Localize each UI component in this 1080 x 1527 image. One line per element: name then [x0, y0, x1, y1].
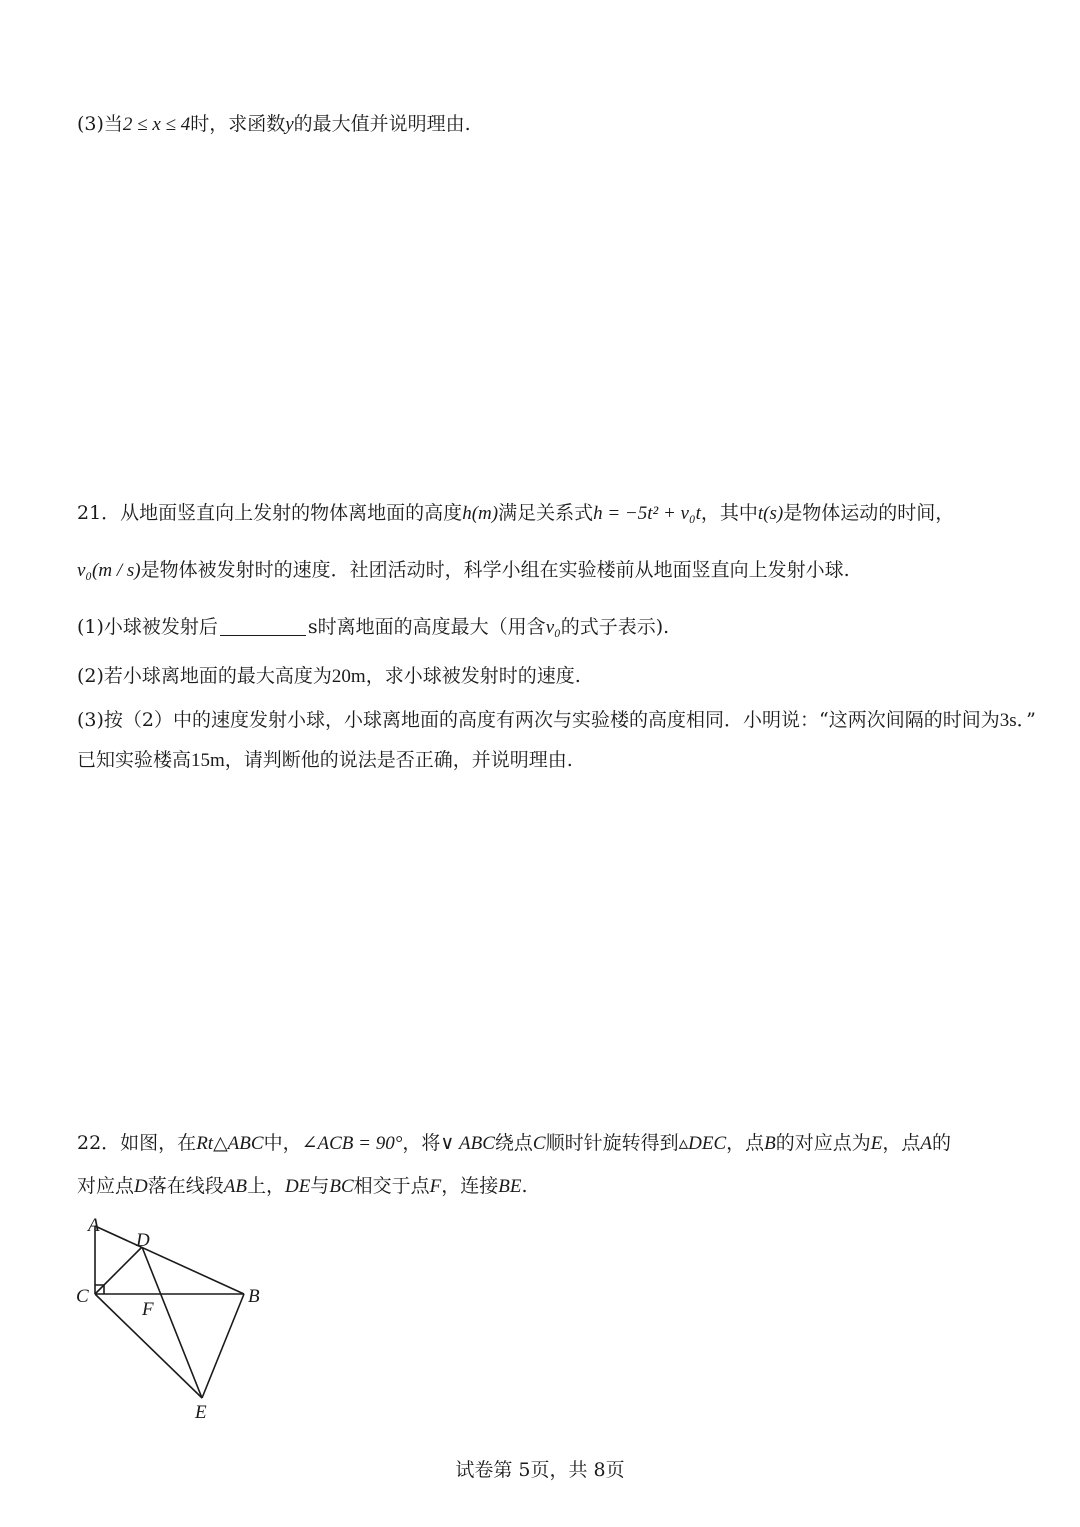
q21-part3-quote-end: ．” [1016, 709, 1036, 731]
page-footer: 试卷第 5页，共 8页 [455, 1459, 625, 1481]
q22-angle: ∠ACB = 90° [301, 1133, 403, 1154]
answer-blank[interactable] [220, 617, 306, 636]
q22-point-b: B [764, 1133, 776, 1154]
q22-segment-de: DE [285, 1176, 311, 1197]
q22-f: ，点 [726, 1132, 765, 1154]
q21-stem-line2 [77, 561, 850, 580]
q22-d: 绕点 [494, 1132, 533, 1154]
q22-point-a: A [920, 1133, 933, 1154]
q21-stem-b: 满足关系式 [498, 502, 594, 524]
q21-part3-line2 [77, 751, 573, 770]
q21-height-unit: h(m) [462, 503, 499, 524]
q22-point-c: C [532, 1133, 546, 1154]
q20-part3 [77, 115, 471, 134]
q21-stem-c: ，其中 [700, 502, 758, 524]
segment-ab [95, 1226, 244, 1294]
q21-part2-b: ，求小球被发射时的速度. [365, 665, 581, 687]
segment-be [202, 1294, 244, 1398]
q22-geometry-figure [60, 1205, 280, 1425]
q21-stem-line1 [77, 504, 954, 523]
q20-part3-var: y [285, 114, 294, 135]
label-c: C [76, 1286, 89, 1307]
q21-part3-line2-a: 已知实验楼高 [77, 749, 192, 771]
q22-l2-e: 相交于点 [353, 1175, 430, 1197]
q21-velocity-unit: v₀(m / s) [77, 560, 141, 581]
q22-segment-bc: BC [329, 1176, 354, 1197]
q22-stem-line1 [77, 1134, 951, 1153]
q21-part3-line2-b: ，请判断他的说法是否正确，并说明理由. [224, 749, 573, 771]
segment-cd [95, 1247, 142, 1294]
q21-part1-c: 的式子表示). [560, 616, 670, 638]
q21-part1-b: s时离地面的高度最大（用含 [307, 616, 546, 638]
q20-part3-prefix: (3)当 [77, 113, 123, 135]
q21-formula: h = −5t² + v₀t [593, 503, 701, 524]
q22-point-d: D [134, 1176, 148, 1197]
q22-triangle-dec: ▵DEC [678, 1133, 727, 1154]
q21-part3-height: 15m [191, 750, 225, 771]
q20-part3-text-a: 时，求函数 [190, 113, 286, 135]
q22-g: 的对应点为 [775, 1132, 871, 1154]
q21-part2-a: (2)若小球离地面的最大高度为 [77, 665, 332, 687]
segment-de [142, 1247, 202, 1398]
q22-l2-g: . [521, 1175, 528, 1197]
q22-e: 顺时针旋转得到 [545, 1132, 679, 1154]
q22-stem-line2 [77, 1177, 528, 1196]
q20-part3-range: 2 ≤ x ≤ 4 [122, 114, 191, 135]
q21-part3-interval: 3s [999, 710, 1017, 731]
q21-part1 [77, 617, 669, 637]
q22-triangle-symbol: ∨ ABC [440, 1133, 495, 1154]
q22-b: 中， [263, 1132, 302, 1154]
q20-part3-text-b: 的最大值并说明理由. [293, 113, 471, 135]
q22-segment-ab: AB [223, 1176, 247, 1197]
q22-segment-be: BE [498, 1176, 522, 1197]
q22-c: ，将 [402, 1132, 441, 1154]
q22-point-f: F [429, 1176, 442, 1197]
q22-l2-c: 上， [246, 1175, 285, 1197]
label-b: B [248, 1286, 260, 1307]
q22-h: ，点 [882, 1132, 921, 1154]
q22-l2-f: ，连接 [441, 1175, 499, 1197]
q21-stem-line2-text: 是物体被发射时的速度．社团活动时，科学小组在实验楼前从地面竖直向上发射小球. [140, 559, 850, 581]
q22-l2-b: 落在线段 [147, 1175, 224, 1197]
q21-part3-text: (3)按（2）中的速度发射小球，小球离地面的高度有两次与实验楼的高度相同．小明说：“这两次间隔的时间为 [77, 709, 1000, 731]
q21-time-unit: t(s) [757, 503, 784, 524]
q21-stem-a: 21．从地面竖直向上发射的物体离地面的高度 [77, 502, 463, 524]
q21-part1-v0: v₀ [545, 617, 561, 638]
q22-a: 22．如图，在 [77, 1132, 197, 1154]
q22-l2-d: 与 [310, 1175, 330, 1197]
label-e: E [195, 1402, 207, 1423]
q21-part2 [77, 667, 581, 686]
q22-point-e: E [870, 1133, 883, 1154]
label-a: A [88, 1215, 100, 1236]
q22-i: 的 [932, 1132, 952, 1154]
q21-stem-d: 是物体运动的时间， [783, 502, 955, 524]
q21-part2-value: 20m [331, 666, 366, 687]
q22-l2-a: 对应点 [77, 1175, 135, 1197]
label-f: F [142, 1299, 154, 1320]
label-d: D [136, 1230, 150, 1251]
q21-part1-a: (1)小球被发射后 [77, 616, 218, 638]
q21-part3-line1 [77, 711, 1036, 730]
q22-triangle-abc: Rt△ABC [196, 1133, 264, 1154]
